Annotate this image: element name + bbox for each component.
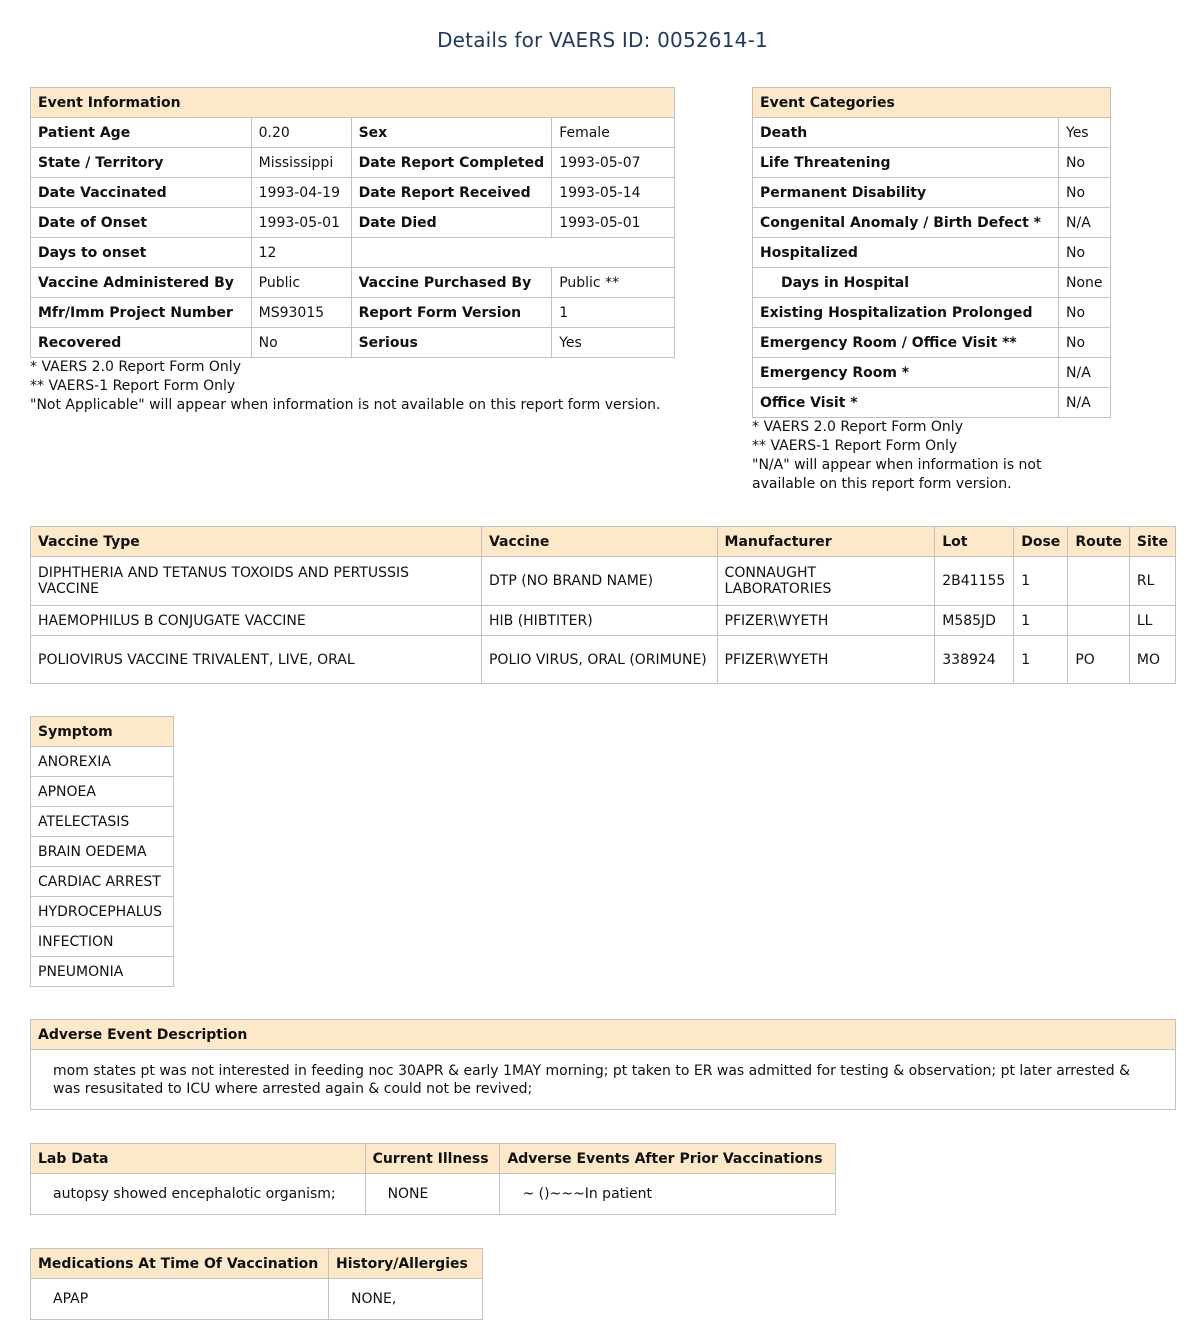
- note-line: "N/A" will appear when information is not: [752, 457, 1042, 473]
- page-title: Details for VAERS ID: 0052614-1: [437, 28, 768, 52]
- category-value: N/A: [1059, 358, 1111, 388]
- event-category-row: [753, 388, 1111, 418]
- event-category-row: [753, 208, 1111, 238]
- prior-vaccination-events-value: ~ ()~~~In patient: [500, 1174, 836, 1215]
- vaccine-row: [31, 606, 1176, 636]
- history-allergies-value: NONE,: [329, 1279, 483, 1320]
- category-label: Office Visit *: [753, 388, 1059, 418]
- vaccine-cell: MO: [1129, 636, 1175, 684]
- symptom-row: [31, 807, 174, 837]
- field-label: State / Territory: [31, 148, 252, 178]
- vaccine-cell: PO: [1068, 636, 1130, 684]
- event-information-row: [31, 328, 675, 358]
- category-value: No: [1059, 328, 1111, 358]
- category-label: Days in Hospital: [753, 268, 1059, 298]
- vaccine-column-header: Site: [1129, 527, 1175, 557]
- symptom-row: [31, 957, 174, 987]
- vaccine-cell: 1: [1014, 557, 1068, 606]
- field-value: 0.20: [251, 118, 351, 148]
- vaccine-cell: 2B41155: [935, 557, 1014, 606]
- medications-heading: Medications At Time Of Vaccination: [31, 1249, 329, 1279]
- field-value: 1: [552, 298, 675, 328]
- vaccine-cell: DTP (NO BRAND NAME): [481, 557, 717, 606]
- field-label: Recovered: [31, 328, 252, 358]
- vaccine-row: [31, 636, 1176, 684]
- field-label: Date Report Completed: [351, 148, 552, 178]
- category-label: Emergency Room *: [753, 358, 1059, 388]
- event-category-row: [753, 328, 1111, 358]
- note-line: "Not Applicable" will appear when information is not available on this report form version.: [30, 397, 661, 413]
- vaccine-cell: PFIZER\WYETH: [717, 606, 935, 636]
- category-label: Life Threatening: [753, 148, 1059, 178]
- category-label: Emergency Room / Office Visit **: [753, 328, 1059, 358]
- lab-data-table: [30, 1143, 836, 1215]
- category-label: Permanent Disability: [753, 178, 1059, 208]
- event-category-row: [753, 178, 1111, 208]
- field-label: Date Died: [351, 208, 552, 238]
- event-category-row: [753, 298, 1111, 328]
- field-label: Sex: [351, 118, 552, 148]
- medications-value: APAP: [31, 1279, 329, 1320]
- field-label: Vaccine Administered By: [31, 268, 252, 298]
- field-value: Mississippi: [251, 148, 351, 178]
- vaccine-column-header: Vaccine Type: [31, 527, 482, 557]
- field-label: Date Vaccinated: [31, 178, 252, 208]
- symptom-table: [30, 716, 174, 987]
- vaccine-cell: [1068, 557, 1130, 606]
- symptom-item: INFECTION: [31, 927, 174, 957]
- field-value: No: [251, 328, 351, 358]
- current-illness-value: NONE: [365, 1174, 500, 1215]
- vaccine-cell: HAEMOPHILUS B CONJUGATE VACCINE: [31, 606, 482, 636]
- note-line: * VAERS 2.0 Report Form Only: [752, 419, 963, 435]
- empty-cell: [351, 238, 674, 268]
- vaccine-cell: PFIZER\WYETH: [717, 636, 935, 684]
- field-value: Yes: [552, 328, 675, 358]
- category-label: Existing Hospitalization Prolonged: [753, 298, 1059, 328]
- symptom-item: APNOEA: [31, 777, 174, 807]
- field-label: Date of Onset: [31, 208, 252, 238]
- symptom-row: [31, 897, 174, 927]
- field-value: Public **: [552, 268, 675, 298]
- category-value: No: [1059, 298, 1111, 328]
- field-label: Vaccine Purchased By: [351, 268, 552, 298]
- category-value: No: [1059, 178, 1111, 208]
- symptom-item: PNEUMONIA: [31, 957, 174, 987]
- category-label: Death: [753, 118, 1059, 148]
- field-value: 1993-04-19: [251, 178, 351, 208]
- medications-table: [30, 1248, 483, 1320]
- event-information-heading: Event Information: [31, 88, 675, 118]
- adverse-event-heading: Adverse Event Description: [31, 1020, 1176, 1050]
- note-line: * VAERS 2.0 Report Form Only: [30, 359, 241, 375]
- category-value: Yes: [1059, 118, 1111, 148]
- adverse-event-table: [30, 1019, 1176, 1110]
- event-information-row: [31, 238, 675, 268]
- note-line: ** VAERS-1 Report Form Only: [752, 438, 958, 454]
- vaccine-cell: 1: [1014, 636, 1068, 684]
- vaccine-row: [31, 557, 1176, 606]
- symptom-item: CARDIAC ARREST: [31, 867, 174, 897]
- event-category-row: [753, 148, 1111, 178]
- field-value: Female: [552, 118, 675, 148]
- event-information-row: [31, 148, 675, 178]
- vaccine-cell: POLIOVIRUS VACCINE TRIVALENT, LIVE, ORAL: [31, 636, 482, 684]
- field-value: MS93015: [251, 298, 351, 328]
- event-information-row: [31, 208, 675, 238]
- note-line: available on this report form version.: [752, 476, 1012, 492]
- vaccine-cell: DIPHTHERIA AND TETANUS TOXOIDS AND PERTUSSIS VACCINE: [31, 557, 482, 606]
- symptom-row: [31, 777, 174, 807]
- event-category-row: [753, 358, 1111, 388]
- current-illness-heading: Current Illness: [365, 1144, 500, 1174]
- event-information-table: [30, 87, 675, 358]
- symptom-row: [31, 867, 174, 897]
- field-value: 1993-05-07: [552, 148, 675, 178]
- symptom-row: [31, 837, 174, 867]
- event-categories-notes: [752, 418, 1042, 494]
- event-information-row: [31, 268, 675, 298]
- field-value: 1993-05-01: [552, 208, 675, 238]
- vaccine-cell: [1068, 606, 1130, 636]
- lab-data-value: autopsy showed encephalotic organism;: [31, 1174, 366, 1215]
- symptom-item: HYDROCEPHALUS: [31, 897, 174, 927]
- event-information-row: [31, 298, 675, 328]
- event-category-row: [753, 268, 1111, 298]
- field-label: Date Report Received: [351, 178, 552, 208]
- symptom-row: [31, 927, 174, 957]
- event-categories-table: [752, 87, 1111, 418]
- vaccine-cell: LL: [1129, 606, 1175, 636]
- adverse-event-text: mom states pt was not interested in feeding noc 30APR & early 1MAY morning; pt taken to ER was admitted for testing & observation; pt later arrested & was resusitated to ICU where arrested again & could not be revived;: [31, 1050, 1176, 1110]
- event-category-row: [753, 238, 1111, 268]
- field-value: Public: [251, 268, 351, 298]
- vaccine-column-header: Lot: [935, 527, 1014, 557]
- lab-data-heading: Lab Data: [31, 1144, 366, 1174]
- category-value: None: [1059, 268, 1111, 298]
- field-label: Patient Age: [31, 118, 252, 148]
- category-value: No: [1059, 148, 1111, 178]
- field-value: 1993-05-01: [251, 208, 351, 238]
- symptom-heading: Symptom: [31, 717, 174, 747]
- symptom-row: [31, 747, 174, 777]
- vaccine-cell: 1: [1014, 606, 1068, 636]
- vaccine-column-header: Vaccine: [481, 527, 717, 557]
- event-categories-heading: Event Categories: [753, 88, 1111, 118]
- field-label: Mfr/Imm Project Number: [31, 298, 252, 328]
- vaccine-cell: M585JD: [935, 606, 1014, 636]
- event-information-row: [31, 118, 675, 148]
- field-value: 12: [251, 238, 351, 268]
- note-line: ** VAERS-1 Report Form Only: [30, 378, 236, 394]
- vaccine-cell: RL: [1129, 557, 1175, 606]
- vaccine-column-header: Dose: [1014, 527, 1068, 557]
- category-label: Hospitalized: [753, 238, 1059, 268]
- vaccine-column-header: Route: [1068, 527, 1130, 557]
- event-category-row: [753, 118, 1111, 148]
- event-information-notes: [30, 358, 661, 415]
- vaccine-column-header: Manufacturer: [717, 527, 935, 557]
- category-value: N/A: [1059, 208, 1111, 238]
- vaccine-table: [30, 526, 1176, 684]
- field-label: Report Form Version: [351, 298, 552, 328]
- field-label: Serious: [351, 328, 552, 358]
- vaccine-cell: HIB (HIBTITER): [481, 606, 717, 636]
- event-information-row: [31, 178, 675, 208]
- symptom-item: ATELECTASIS: [31, 807, 174, 837]
- vaccine-cell: 338924: [935, 636, 1014, 684]
- category-value: No: [1059, 238, 1111, 268]
- category-label: Congenital Anomaly / Birth Defect *: [753, 208, 1059, 238]
- symptom-item: BRAIN OEDEMA: [31, 837, 174, 867]
- history-allergies-heading: History/Allergies: [329, 1249, 483, 1279]
- field-value: 1993-05-14: [552, 178, 675, 208]
- category-value: N/A: [1059, 388, 1111, 418]
- symptom-item: ANOREXIA: [31, 747, 174, 777]
- field-label: Days to onset: [31, 238, 252, 268]
- vaccine-cell: POLIO VIRUS, ORAL (ORIMUNE): [481, 636, 717, 684]
- prior-vaccination-events-heading: Adverse Events After Prior Vaccinations: [500, 1144, 836, 1174]
- vaccine-cell: CONNAUGHT LABORATORIES: [717, 557, 935, 606]
